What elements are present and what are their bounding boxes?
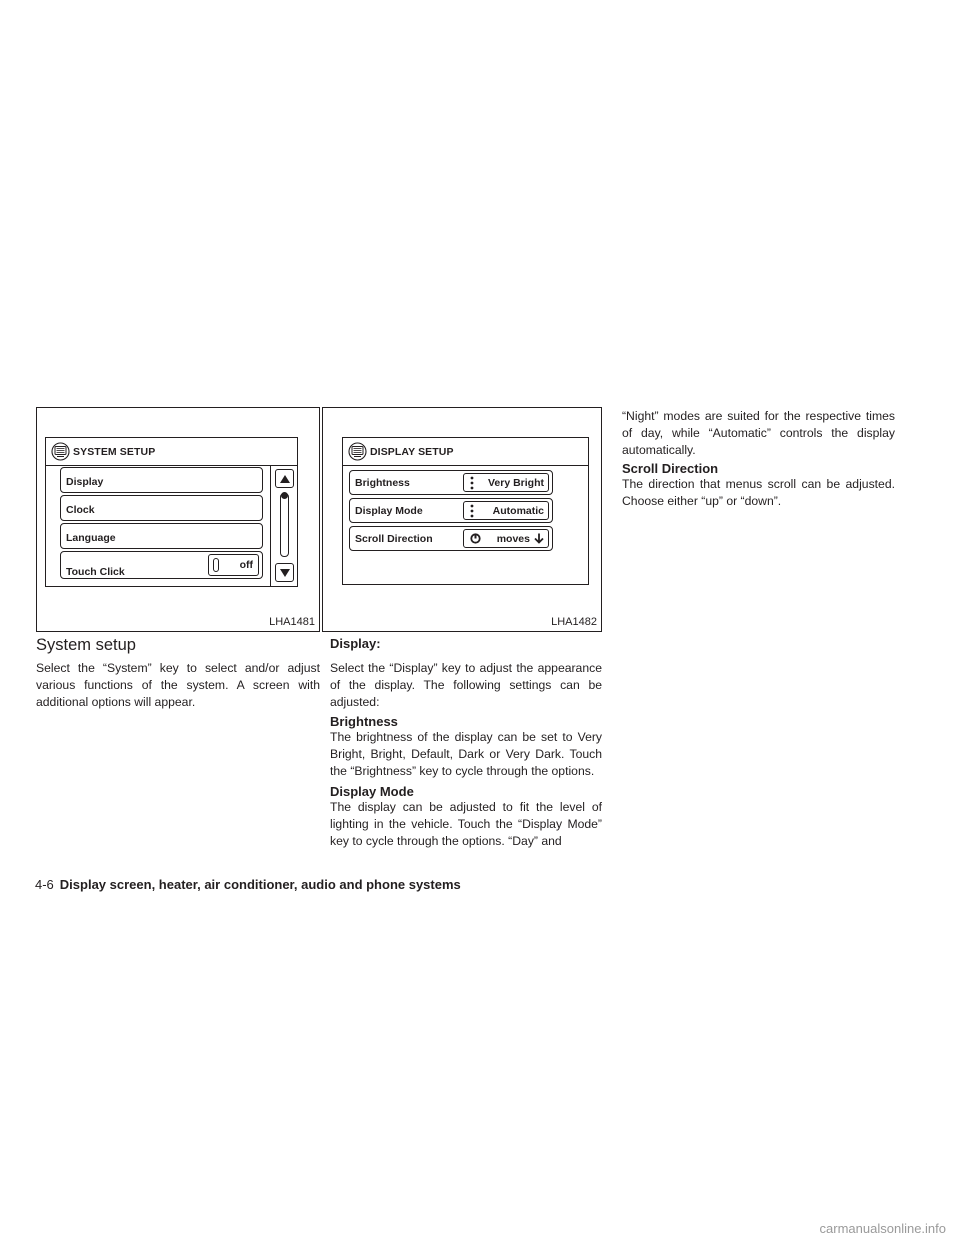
display-mode-value: Automatic xyxy=(492,505,544,517)
up-arrow-icon xyxy=(279,473,291,485)
display-mode-setting-button[interactable] xyxy=(349,498,553,523)
section-heading: System setup xyxy=(36,636,136,654)
display-mode-heading: Display Mode xyxy=(330,784,414,799)
system-setup-screen xyxy=(45,437,298,587)
brightness-label: Brightness xyxy=(355,477,410,489)
display-mode-paragraph: The display can be adjusted to fit the level of lighting in the vehicle. Touch the “Display Mode” key to cycle through the options. “Day” and xyxy=(330,800,602,848)
scroll-track[interactable] xyxy=(280,493,289,557)
vertical-dots-icon xyxy=(469,476,475,490)
brightness-heading: Brightness xyxy=(330,714,398,729)
display-button-label: Display xyxy=(66,476,104,488)
display-heading: Display: xyxy=(330,636,381,651)
scroll-direction-paragraph: The direction that menus scroll can be adjusted. Choose either “up” or “down”. xyxy=(622,477,895,508)
touch-click-toggle[interactable] xyxy=(208,554,259,576)
settings-screen-icon xyxy=(51,442,70,461)
watermark: carmanualsonline.info xyxy=(819,1221,946,1236)
page-number: 4-6 xyxy=(35,877,54,892)
figure-code: LHA1482 xyxy=(551,616,597,628)
vertical-dots-icon xyxy=(469,504,475,518)
down-arrow-icon xyxy=(534,533,544,544)
display-mode-continued-paragraph: “Night” modes are suited for the respective times of day, while “Automatic” controls the display automatically. xyxy=(622,409,895,457)
screen-title: SYSTEM SETUP xyxy=(73,446,156,458)
display-button[interactable] xyxy=(60,467,263,493)
scroll-direction-label: Scroll Direction xyxy=(355,533,433,545)
clock-button[interactable] xyxy=(60,495,263,521)
display-mode-value-box xyxy=(463,501,549,520)
touch-click-label: Touch Click xyxy=(66,566,125,578)
scroll-thumb[interactable] xyxy=(281,492,288,499)
touch-click-button[interactable] xyxy=(60,551,263,579)
screen-header xyxy=(343,438,588,466)
scroll-direction-setting-button[interactable] xyxy=(349,526,553,551)
settings-screen-icon xyxy=(348,442,367,461)
display-intro-paragraph: Select the “Display” key to adjust the appearance of the display. The following settings can be adjusted: xyxy=(330,661,602,709)
scroll-wheel-icon xyxy=(470,533,481,544)
figure-display-setup xyxy=(322,407,602,632)
scroll-column xyxy=(270,466,299,586)
brightness-value: Very Bright xyxy=(487,477,544,489)
page-footer xyxy=(35,877,461,892)
display-setup-screen xyxy=(342,437,589,585)
chapter-title: Display screen, heater, air conditioner, audio and phone systems xyxy=(59,877,461,892)
scroll-up-button[interactable] xyxy=(275,469,294,488)
screen-header xyxy=(46,438,297,466)
figure-code: LHA1481 xyxy=(269,616,315,628)
screen-title: DISPLAY SETUP xyxy=(370,446,454,458)
system-setup-paragraph: Select the “System” key to select and/or adjust various functions of the system. A screen with additional options will appear. xyxy=(36,661,320,709)
figure-system-setup xyxy=(36,407,320,632)
brightness-value-box xyxy=(463,473,549,492)
down-arrow-icon xyxy=(279,567,291,579)
scroll-direction-heading: Scroll Direction xyxy=(622,461,719,476)
display-mode-label: Display Mode xyxy=(355,505,423,517)
touch-click-value: off xyxy=(239,559,253,571)
toggle-indicator-icon xyxy=(213,558,219,572)
scroll-direction-value: moves xyxy=(496,533,530,545)
clock-button-label: Clock xyxy=(66,504,95,516)
brightness-paragraph: The brightness of the display can be set to Very Bright, Bright, Default, Dark or Very Dark. Touch the “Brightness” key to cycle through the options. xyxy=(330,730,602,778)
language-button-label: Language xyxy=(66,532,116,544)
scroll-direction-value-box xyxy=(463,529,549,548)
scroll-down-button[interactable] xyxy=(275,563,294,582)
brightness-setting-button[interactable] xyxy=(349,470,553,495)
language-button[interactable] xyxy=(60,523,263,549)
